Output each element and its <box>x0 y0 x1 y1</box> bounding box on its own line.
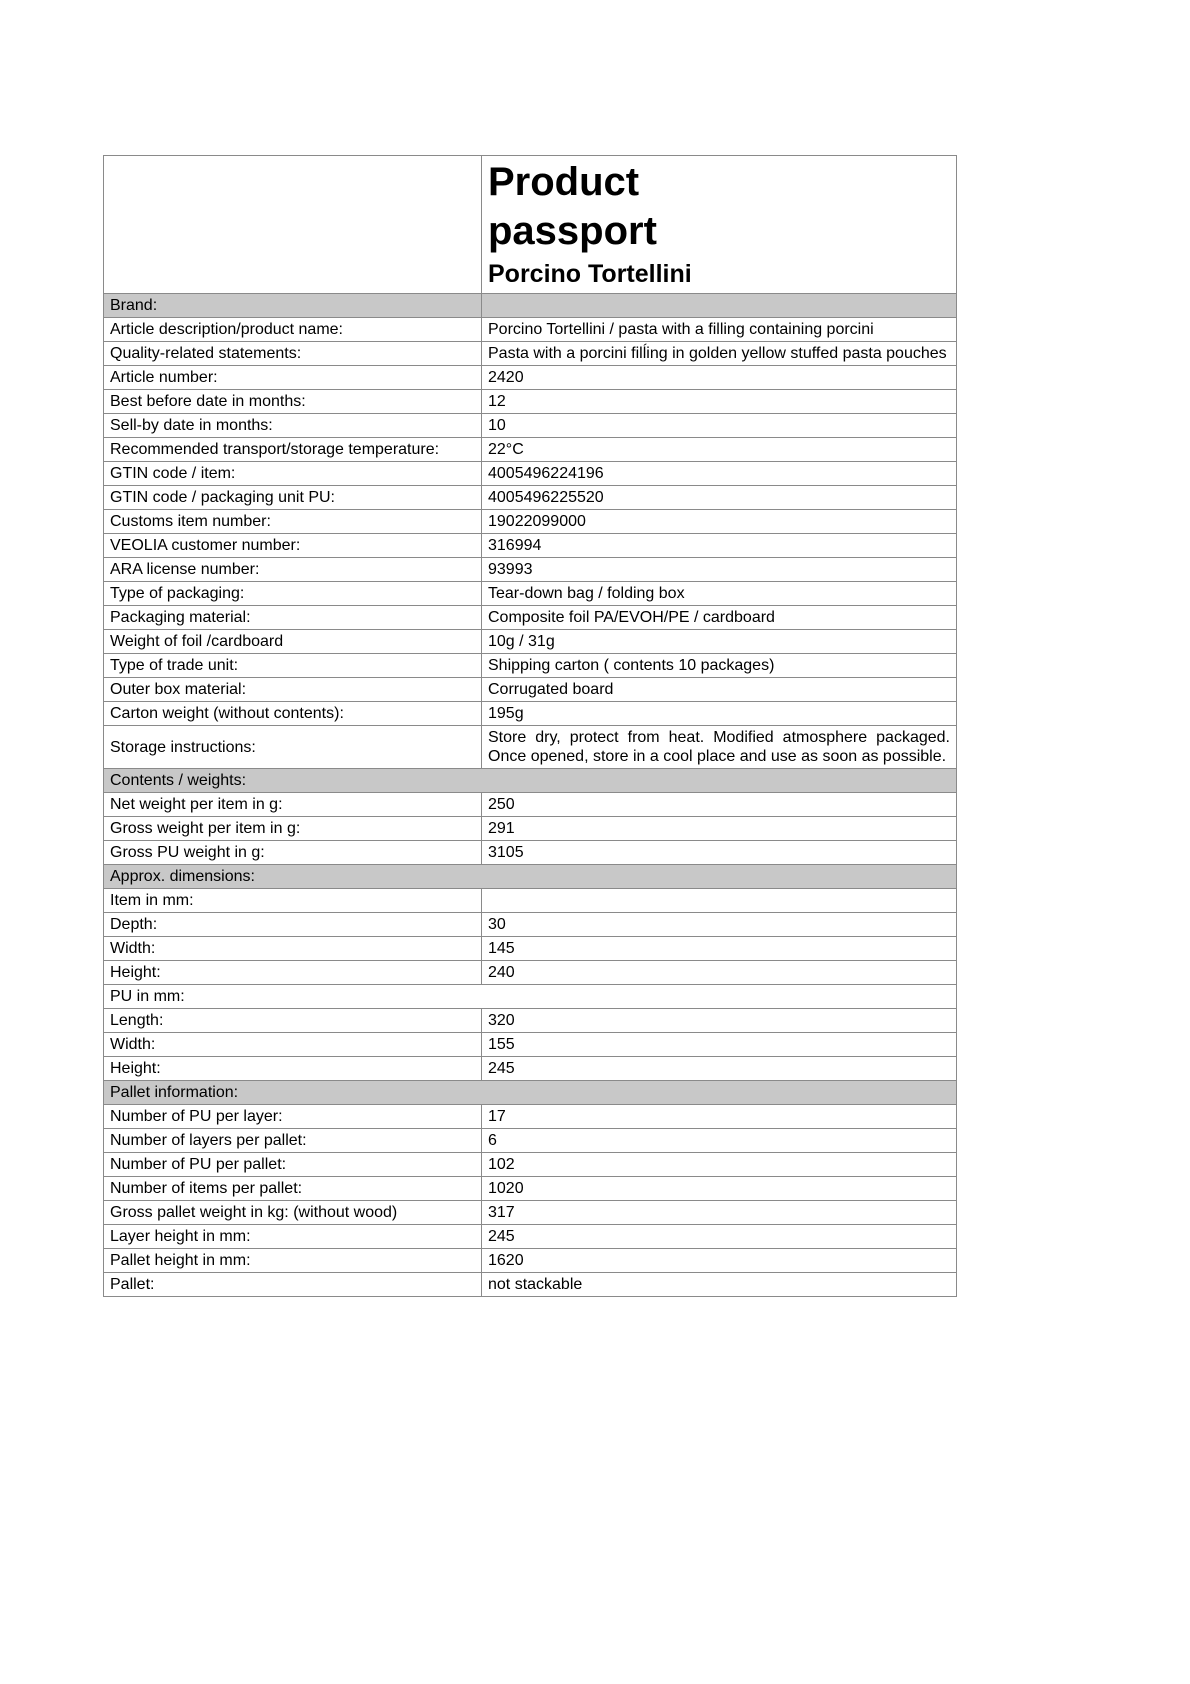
field-label: Recommended transport/storage temperature: <box>104 438 482 462</box>
field-value: 19022099000 <box>482 510 957 534</box>
field-label: GTIN code / packaging unit PU: <box>104 486 482 510</box>
table-row <box>104 438 957 462</box>
field-value: Store dry, protect from heat. Modified atmosphere packaged. Once opened, store in a cool place and use as soon as possible. <box>482 726 957 769</box>
table-row <box>104 913 957 937</box>
section-header: Brand: <box>104 294 482 318</box>
table-row <box>104 1009 957 1033</box>
field-label: Customs item number: <box>104 510 482 534</box>
field-label: Width: <box>104 937 482 961</box>
section-header: Approx. dimensions: <box>104 865 957 889</box>
title-empty-cell <box>104 156 482 294</box>
field-value: 22°C <box>482 438 957 462</box>
field-label: Number of PU per pallet: <box>104 1153 482 1177</box>
field-label: Best before date in months: <box>104 390 482 414</box>
field-value: 155 <box>482 1033 957 1057</box>
field-label: Packaging material: <box>104 606 482 630</box>
table-row <box>104 1177 957 1201</box>
section-row <box>104 1081 957 1105</box>
table-row <box>104 654 957 678</box>
field-label: Gross weight per item in g: <box>104 817 482 841</box>
table-row <box>104 462 957 486</box>
table-row <box>104 702 957 726</box>
section-header: Contents / weights: <box>104 769 957 793</box>
table-row <box>104 1153 957 1177</box>
field-value: 145 <box>482 937 957 961</box>
table-row <box>104 510 957 534</box>
table-row <box>104 961 957 985</box>
table-row <box>104 1225 957 1249</box>
field-label: Weight of foil /cardboard <box>104 630 482 654</box>
field-value: 1020 <box>482 1177 957 1201</box>
field-label: Pallet: <box>104 1273 482 1297</box>
section-row <box>104 769 957 793</box>
field-value: 4005496224196 <box>482 462 957 486</box>
field-label: PU in mm: <box>104 985 957 1009</box>
merged-label-row <box>104 985 957 1009</box>
field-value: 93993 <box>482 558 957 582</box>
table-row <box>104 1249 957 1273</box>
field-label: VEOLIA customer number: <box>104 534 482 558</box>
field-value: not stackable <box>482 1273 957 1297</box>
field-value: 3105 <box>482 841 957 865</box>
field-label: Layer height in mm: <box>104 1225 482 1249</box>
field-label: Pallet height in mm: <box>104 1249 482 1273</box>
table-row <box>104 390 957 414</box>
table-row <box>104 1129 957 1153</box>
table-row <box>104 817 957 841</box>
field-value: 317 <box>482 1201 957 1225</box>
field-label: Depth: <box>104 913 482 937</box>
field-value: 291 <box>482 817 957 841</box>
field-value: 240 <box>482 961 957 985</box>
table-row <box>104 726 957 769</box>
section-header: Pallet information: <box>104 1081 957 1105</box>
field-value: 316994 <box>482 534 957 558</box>
field-label: GTIN code / item: <box>104 462 482 486</box>
page-title-line1: Product <box>488 160 640 204</box>
field-value: 245 <box>482 1225 957 1249</box>
table-row <box>104 841 957 865</box>
field-value: Pasta with a porcini filĺing in golden yellow stuffed pasta pouches <box>482 342 957 366</box>
field-value: 245 <box>482 1057 957 1081</box>
field-label: Height: <box>104 961 482 985</box>
table-row <box>104 1057 957 1081</box>
page-title-line2: passport <box>488 209 657 253</box>
field-value: 1620 <box>482 1249 957 1273</box>
field-label: Number of PU per layer: <box>104 1105 482 1129</box>
field-value: Shipping carton ( contents 10 packages) <box>482 654 957 678</box>
table-row <box>104 606 957 630</box>
table-row <box>104 342 957 366</box>
field-label: Width: <box>104 1033 482 1057</box>
field-label: Type of trade unit: <box>104 654 482 678</box>
field-label: Outer box material: <box>104 678 482 702</box>
field-label: Sell-by date in months: <box>104 414 482 438</box>
section-row <box>104 294 957 318</box>
field-value: 4005496225520 <box>482 486 957 510</box>
table-row <box>104 582 957 606</box>
table-row <box>104 534 957 558</box>
field-value: 2420 <box>482 366 957 390</box>
field-label: Carton weight (without contents): <box>104 702 482 726</box>
section-row <box>104 865 957 889</box>
field-label: Height: <box>104 1057 482 1081</box>
field-value: Corrugated board <box>482 678 957 702</box>
field-label: Number of items per pallet: <box>104 1177 482 1201</box>
table-row <box>104 1033 957 1057</box>
field-value: 10g / 31g <box>482 630 957 654</box>
table-row <box>104 793 957 817</box>
field-label: Gross pallet weight in kg: (without wood) <box>104 1201 482 1225</box>
passport-table-body <box>104 156 957 1297</box>
field-value <box>482 294 957 318</box>
table-row <box>104 630 957 654</box>
field-label: Net weight per item in g: <box>104 793 482 817</box>
title-cell <box>482 156 957 294</box>
field-value: 12 <box>482 390 957 414</box>
product-passport-table <box>103 155 957 1297</box>
table-row <box>104 1201 957 1225</box>
field-value: 250 <box>482 793 957 817</box>
field-value: 17 <box>482 1105 957 1129</box>
product-name: Porcino Tortellini <box>488 260 692 288</box>
table-row <box>104 558 957 582</box>
field-value: 6 <box>482 1129 957 1153</box>
field-value: Porcino Tortellini / pasta with a filling containing porcini <box>482 318 957 342</box>
field-value: 30 <box>482 913 957 937</box>
field-label: Length: <box>104 1009 482 1033</box>
field-value <box>482 889 957 913</box>
field-value: 10 <box>482 414 957 438</box>
field-label: Storage instructions: <box>104 726 482 769</box>
table-row <box>104 1273 957 1297</box>
field-label: Article description/product name: <box>104 318 482 342</box>
field-label: Gross PU weight in g: <box>104 841 482 865</box>
table-row <box>104 937 957 961</box>
table-row <box>104 366 957 390</box>
field-value: 102 <box>482 1153 957 1177</box>
table-row <box>104 889 957 913</box>
title-row <box>104 156 957 294</box>
field-value: 195g <box>482 702 957 726</box>
field-value: 320 <box>482 1009 957 1033</box>
field-label: ARA license number: <box>104 558 482 582</box>
field-label: Item in mm: <box>104 889 482 913</box>
field-label: Article number: <box>104 366 482 390</box>
table-row <box>104 1105 957 1129</box>
field-value: Composite foil PA/EVOH/PE / cardboard <box>482 606 957 630</box>
table-row <box>104 486 957 510</box>
field-label: Number of layers per pallet: <box>104 1129 482 1153</box>
field-label: Type of packaging: <box>104 582 482 606</box>
table-row <box>104 678 957 702</box>
table-row <box>104 414 957 438</box>
field-label: Quality-related statements: <box>104 342 482 366</box>
field-value: Tear-down bag / folding box <box>482 582 957 606</box>
table-row <box>104 318 957 342</box>
